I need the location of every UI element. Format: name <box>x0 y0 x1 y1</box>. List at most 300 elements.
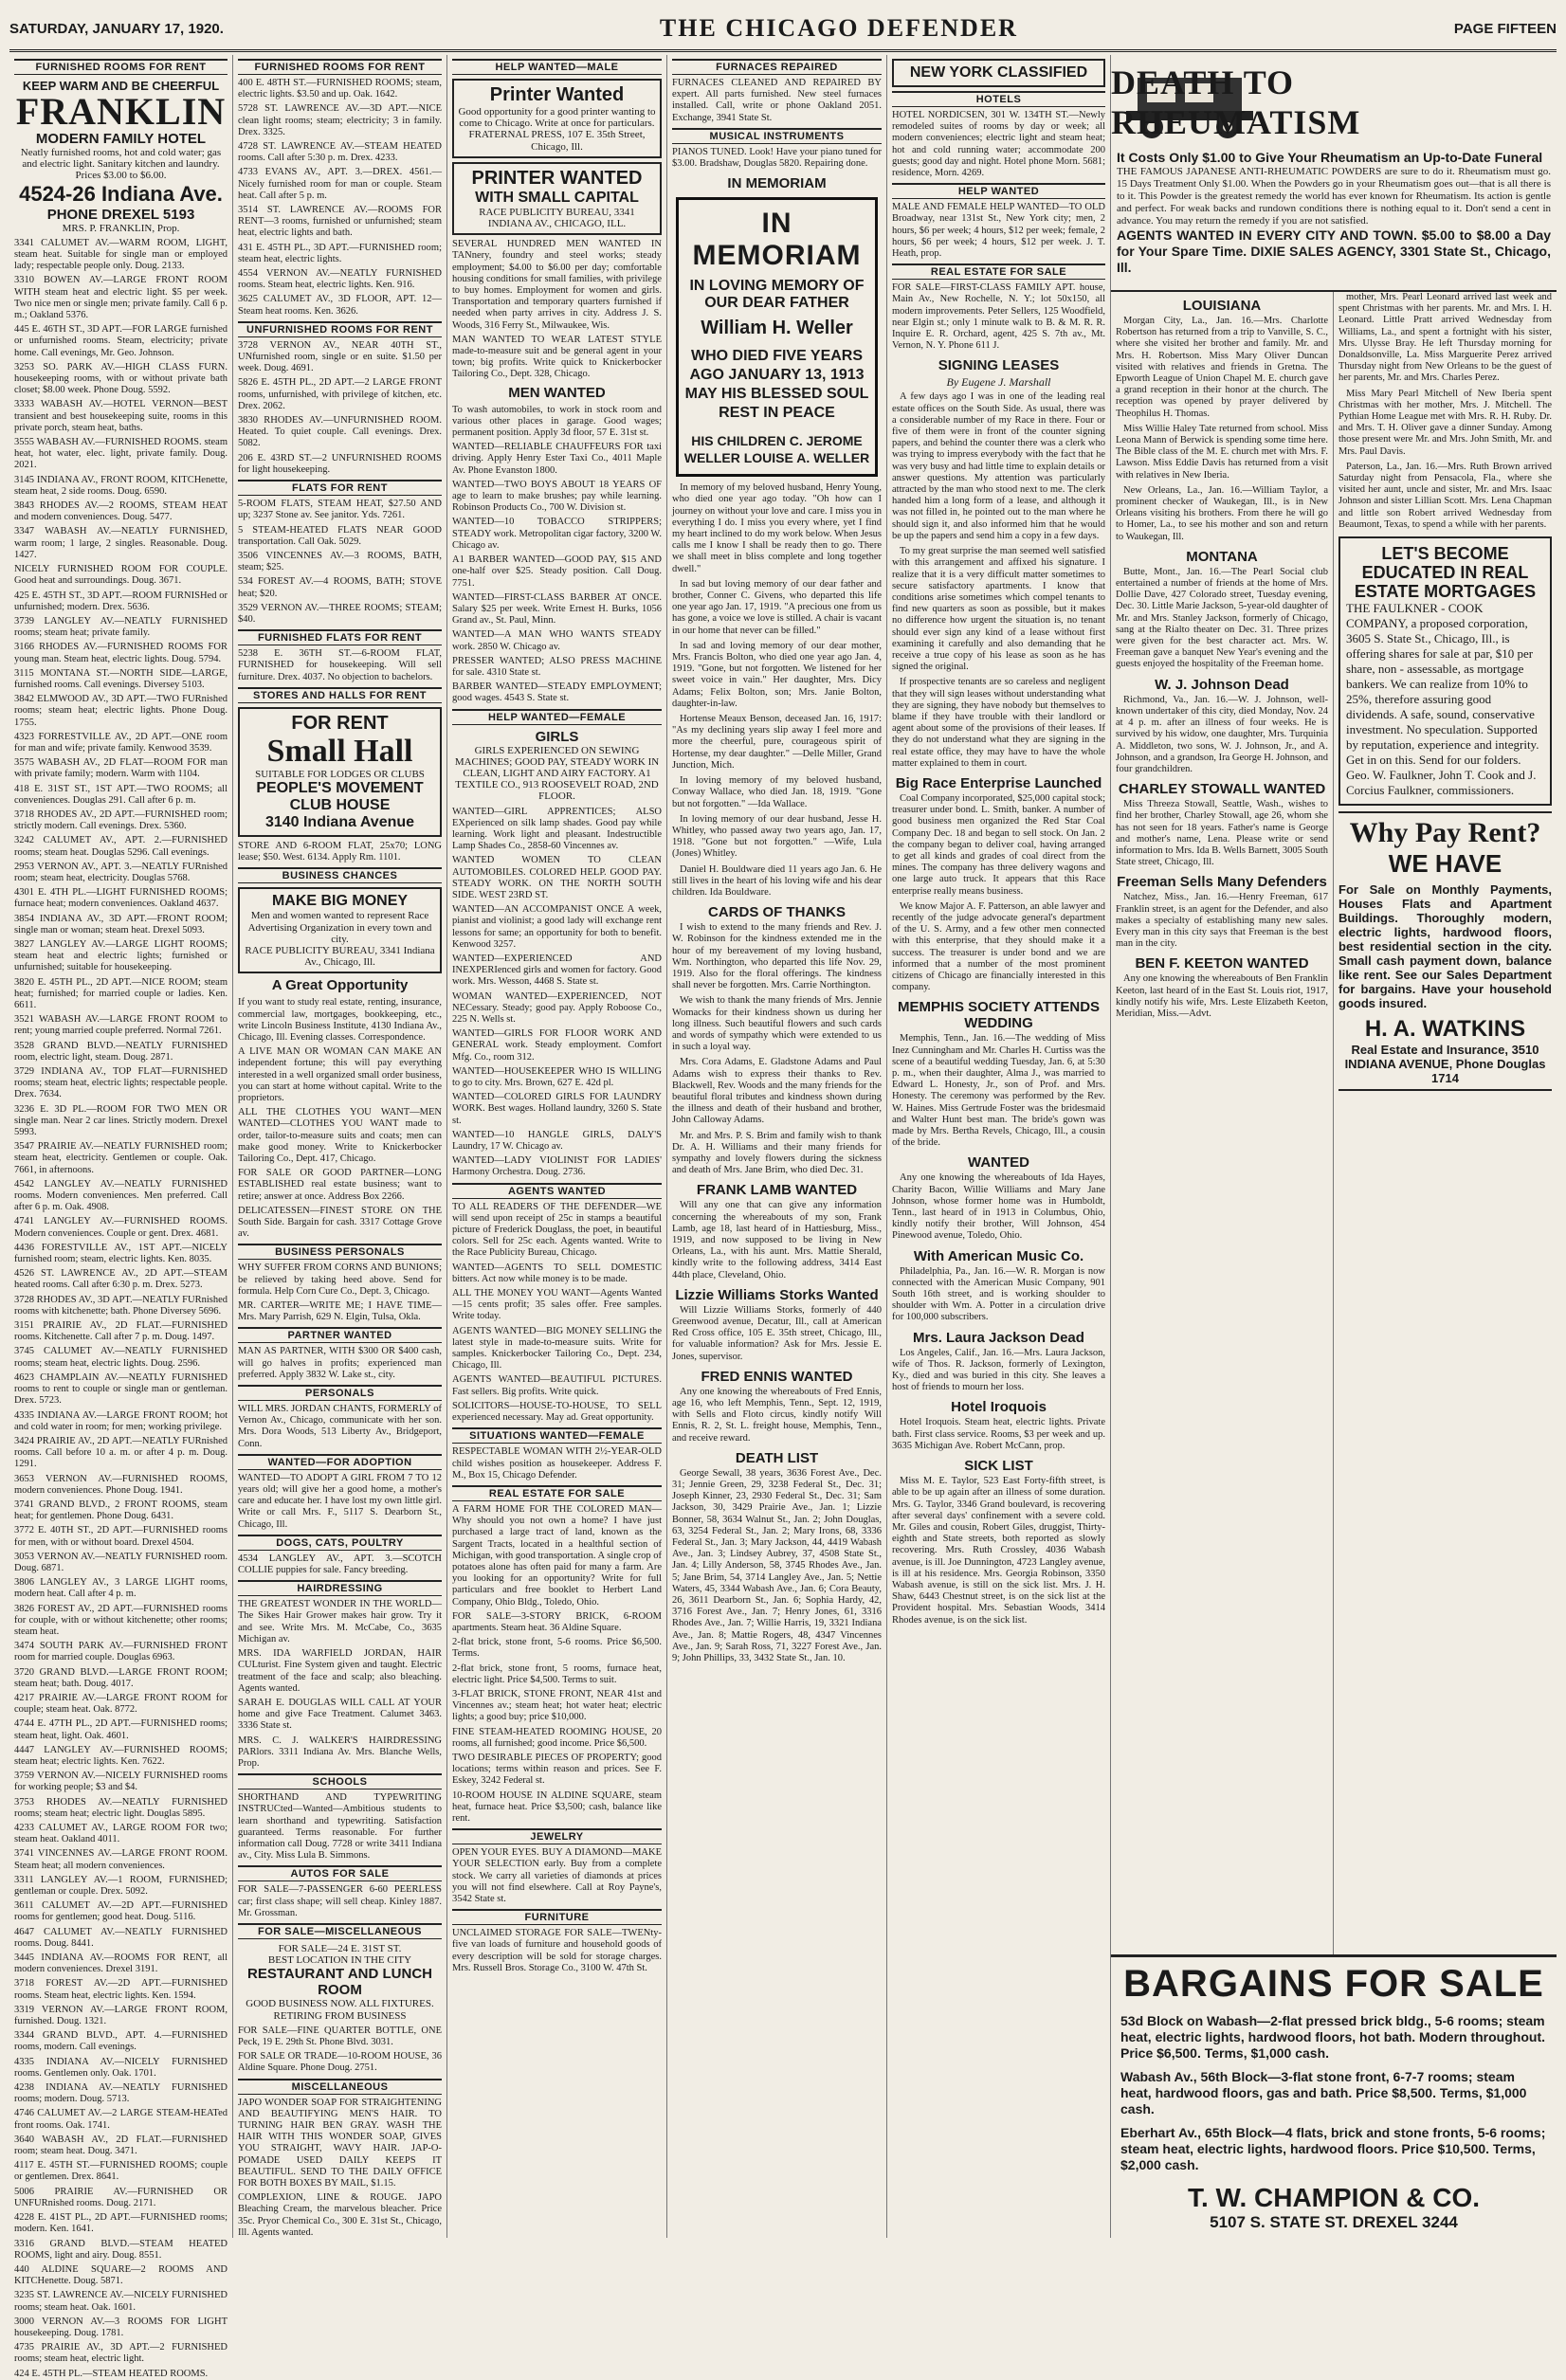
classified-list <box>672 147 882 170</box>
ad-company: H. A. WATKINS <box>1364 1016 1526 1043</box>
story-heading: MEMPHIS SOCIETY ATTENDS WEDDING <box>897 999 1101 1032</box>
ad-body: THE FAULKNER - COOK COMPANY, a proposed corporation, 3605 S. State St., Chicago, Ill., is offering shares for sale at par, $10 per share, non - assessable, as mortgage bankers. We can realize from 10% to 25%, therefore assuring good dividends. A safe, sound, conservative investment. No speculation. Supported by reputation, experience and integrity. Get in on this. Send for our folders. Geo. W. Faulkner, John T. Cook and J. Corcius Faulkner, commissioners. <box>1346 601 1539 798</box>
story-paragraph: In loving memory of our dear husband, Jesse H. Whitley, who passed away two years ago, Jan. 17, 1918. "Gone but not forgotten." —Wife, Lula (Jones) Whitley. <box>672 813 882 860</box>
section-heading: SCHOOLS <box>238 1773 442 1790</box>
classified-ad: FOR SALE—FIRST-CLASS FAMILY APT. house, Main Av., New Rochelle, N. Y.; lot 50x150, all modern improvements. Peter Sellers, 125 Woodfield, near Elgin st.; only 1 minute walk to B. & M. R. R. Inquire E. R. Orchard, agent, 425 S. 7th av., Mt. Vernon, N. Y. Phone 611 J. <box>892 282 1105 352</box>
classified-ad: MRS. C. J. WALKER'S HAIRDRESSING PARlors. 3311 Indiana Av. Mrs. Blanche Wells, Prop. <box>238 1735 442 1769</box>
classified-ad: 4728 ST. LAWRENCE AV.—STEAM HEATED rooms. Call after 5:30 p. m. Drex. 4233. <box>238 141 442 164</box>
classified-ad: 3242 CALUMET AV., APT. 2.—FURNISHED rooms; steam heat. Douglas 5296. Call evenings. <box>14 835 228 858</box>
weller-memorial <box>676 197 878 477</box>
story-paragraph: Richmond, Va., Jan. 16.—W. J. Johnson, well-known undertaker of this city, died Monday, Nov. 24 at 4 p. m. after an illness of four weeks. He is survived by his widow, one daughter, Mrs. Turquinia A. Middleton, two sons, W. J. Johnson, Jr., and A. Johnson, and a grandson, Ira George H. Johnson, and four grandchildren. <box>1116 694 1328 774</box>
section-heading: PARTNER WANTED <box>238 1327 442 1343</box>
ad-address: RACE PUBLICITY BUREAU, 3341 Indiana Av., Chicago, Ill. <box>245 944 435 969</box>
story-heading: CARDS OF THANKS <box>708 904 846 921</box>
section-heading: BUSINESS PERSONALS <box>238 1244 442 1260</box>
classified-ad: 3521 WABASH AV.—LARGE FRONT ROOM to rent; young married couple preferred. Normal 7261. <box>14 1014 228 1037</box>
classified-ad: FOR SALE—FINE QUARTER BOTTLE, ONE Peck, 19 E. 29th St. Phone Blvd. 3031. <box>238 2025 442 2047</box>
classified-ad: WILL MRS. JORDAN CHANTS, FORMERLY of Vernon Av., Chicago, communicate with her son. Mrs. Dora Woods, 513 Liberty Av., Bridgeport, Conn. <box>238 1404 442 1449</box>
classified-list <box>452 405 662 705</box>
ad-headline: PRINTER WANTED <box>471 167 643 189</box>
story-paragraph: If prospective tenants are so careless and negligent that they will sign leases without understanding what they are signing, they have nobody but themselves to blame if they have trouble with their landlord or agent about some of the provisions of their leases. If they do not understand what they are signing in the real estate office, they may have to have the whole matter explained to them in court. <box>892 677 1105 769</box>
ad-proprietor: MRS. P. FRANKLIN, Prop. <box>62 222 180 234</box>
ad-body <box>1117 150 1551 276</box>
classified-ad: 3347 WABASH AV.—NEATLY FURNISHED, warm room; 1 large, 2 singles. Reasonable. Doug. 1427. <box>14 526 228 560</box>
classified-ad: 206 E. 43RD ST.—2 UNFURNISHED ROOMS for light housekeeping. <box>238 452 442 475</box>
story-heading: SICK LIST <box>964 1458 1033 1475</box>
ad-line: FOR SALE—24 E. 31ST ST. <box>278 1942 402 1954</box>
story-paragraph: Paterson, La., Jan. 16.—Mrs. Ruth Brown arrived Saturday night from Pensacola, Fla., where she visited her aunt, uncle and sister, Mr. and Mrs. Isaac Johnson and sister Lillian Scott. Mrs. Lena Chapman and little son Robert arrived Wednesday from Beaumont, Texas, to spend a while with her parents. <box>1338 461 1552 530</box>
story-paragraph: Memphis, Tenn., Jan. 16.—The wedding of Miss Inez Cunningham and Mr. Charles H. Curtiss was the scene of a beautiful wedding Tuesday, Jan. 6, at 5:30 p. m., when their daughter, Alma J., was married to Edward L. Honesty, Jr., son of Prof. and Mrs. Honesty. The ceremony was performed by the Rev. W. Haines. Miss Gertrude Foster was the bridesmaid and Walter Hunt best man. The bride's gown was made by Mrs. Bertha Revels, Chicago, Ill., a cousin of the bride. <box>892 1033 1105 1149</box>
classified-ad: 4228 E. 41ST PL., 2D APT.—FURNISHED rooms; modern. Ken. 1641. <box>14 2212 228 2235</box>
section-heading: PERSONALS <box>238 1385 442 1401</box>
classified-ad: SEVERAL HUNDRED MEN WANTED IN TANnery, foundry and steel works; steady employment; $4.00 to $6.00 per day; comfortable housing conditions for small families, with privilege to buy homes. Employment for women and girls. Transportation and temporary quarters furnished if needed when party arrives in city. Address J. S. Woods, 316 Ferry St., Milwaukee, Wis. <box>452 239 662 331</box>
story-list <box>672 482 882 899</box>
classified-ad: 3319 VERNON AV.—LARGE FRONT ROOM, furnished. Doug. 1321. <box>14 2004 228 2027</box>
classified-ad: 3843 RHODES AV.—2 ROOMS, STEAM HEAT and modern conveniences. Doug. 5477. <box>14 500 228 523</box>
section-heading: HELP WANTED—FEMALE <box>452 709 662 725</box>
girls-ad <box>452 729 662 803</box>
classified-ad: 3739 LANGLEY AV.—NEATLY FURNISHED rooms; steam heat; private family. <box>14 615 228 639</box>
story-list <box>1116 567 1328 671</box>
ny-classified-banner <box>892 59 1105 87</box>
classified-ad: 4323 FORRESTVILLE AV., 2D APT.—ONE room for man and wife; private family. Kenwood 3539. <box>14 731 228 754</box>
classified-ad: 4542 LANGLEY AV.—NEATLY FURNISHED rooms. Modern conveniences. Men preferred. Call after 6 p. m. Oak. 4908. <box>14 1178 228 1213</box>
section-heading: FLATS FOR RENT <box>238 480 442 496</box>
classified-list <box>238 1884 442 1919</box>
ad-text: THE FAMOUS JAPANESE ANTI-RHEUMATIC POWDERS are sure to do it. Rheumatism must go. 15 Days Treatment Only $1.00. When the Powders go in your Rheumatism goes out—that is all there is to it. This Powder is the greatest remedy the world has ever known for Rheumatism. Its action is gentle and perfect. For weak backs and rundown conditions there is nothing equal to it. Don't send a cent in advance. You may return the remedy if you are not satisfied. <box>1117 166 1551 227</box>
story-heading: Lizzie Williams Storks Wanted <box>675 1286 879 1303</box>
classified-list <box>238 997 442 1240</box>
ad-body: For Sale on Monthly Payments, Houses Flats and Apartment Buildings. Thoroughly modern, electric lights, hardwood floors, best residential section in the city. Small cash payment down, balance like rent. See our Sales Department for bargains. Have your household goods insured. <box>1338 882 1552 1011</box>
classified-ad: WANTED—10 TOBACCO STRIPPERS; STEADY work. Metropolitan cigar factory, 3200 W. Chicago av. <box>452 517 662 551</box>
classified-list <box>238 1346 442 1381</box>
classified-ad: STORE AND 6-ROOM FLAT, 25x70; LONG lease; $50. West. 6134. Apply Rm. 1101. <box>238 840 442 863</box>
classified-ad: 3053 VERNON AV.—NEATLY FURNISHED room. Doug. 6871. <box>14 1551 228 1573</box>
memorial-title: IN MEMORIAM <box>692 208 862 272</box>
classified-ad: ALL THE CLOTHES YOU WANT—MEN WANTED—CLOTHES YOU WANT made to order, tailor-to-measure suits and coats; men can make good money. Write to Knickerbocker Tailoring Co., Dept. 417, Chicago. <box>238 1107 442 1164</box>
ad-address: Real Estate and Insurance, 3510 INDIANA AVENUE, Phone Douglas 1714 <box>1344 1043 1546 1086</box>
story-paragraph: A few days ago I was in one of the leading real estate offices on the South Side. As usual, there was a considerable number of my Race in there. Four or five of them were in front of the counter signing papers, and behind the counter there was a clerk who was trying to impress everybody with the fact that he was very busy and had little time to explain details or answer questions. My attention was particularly attracted by the man who stood next to me. The clerk handed him a long form of a lease, and although it was not filled in, he pointed out to the man where he should sign it, and also informed him that he would be up the papers and send him a copy in a few days. <box>892 391 1105 541</box>
story-paragraph: In memory of my beloved husband, Henry Young, who died one year ago today. "Oh how can I journey on without your love and care. I miss you in everything I do. I miss you every where, yet I find my heart inclined to do my work below. When Jesus calls me I know I shall be ready then to go. There we shall meet in bliss complete and long together dwell." <box>672 482 882 574</box>
memoriam-heading: IN MEMORIAM <box>727 175 827 192</box>
classified-ad: AGENTS WANTED—BIG MONEY SELLING the latest style in made-to-measure suits. Write for samples. Knickerbocker Tailoring Co., Dept. 234, Chicago, Ill. <box>452 1325 662 1372</box>
ad-headline: A Great Opportunity <box>271 977 409 994</box>
classified-ad: 2-flat brick, stone front, 5-6 rooms. Price $6,500. Terms. <box>452 1637 662 1660</box>
story-heading: Freeman Sells Many Defenders <box>1117 874 1327 891</box>
story-paragraph: Los Angeles, Calif., Jan. 16.—Mrs. Laura Jackson, wife of Thos. R. Jackson, formerly of Lexington, Ky., died and was buried in this city. She leaves a host of friends to mourn her loss. <box>892 1347 1105 1393</box>
classified-ad: WANTED—10 HANGLE GIRLS, DALY'S Laundry, 17 W. Chicago av. <box>452 1129 662 1153</box>
story-paragraph: To my great surprise the man seemed well satisfied with this arrangement and affixed his signature. I realize that it is a very difficult matter sometimes to secure satisfactory apartments. I know that conditions arise sometimes which compel tenants to find new quarters as soon as possible, but it makes no difference how urgent the situation is, no tenant should ever sign any kind of a lease without first examining it carefully and also demanding that he receive a true copy of his lease as soon as he has signed the original. <box>892 546 1105 673</box>
ad-address: RACE PUBLICITY BUREAU, 3341 INDIANA AV., CHICAGO, ILL. <box>479 206 635 230</box>
classified-ad: MAN AS PARTNER, WITH $300 OR $400 cash, will go halves in profits; experienced man preferred. Apply 3832 W. Lake st., city. <box>238 1346 442 1380</box>
ad-line: GOOD BUSINESS NOW. ALL FIXTURES. RETIRING FROM BUSINESS <box>246 1998 434 2022</box>
classified-ad: 4735 PRAIRIE AV., 3D APT.—2 FURNISHED rooms; steam heat, electric light. <box>14 2342 228 2365</box>
classified-ad: 3424 PRAIRIE AV., 2D APT.—NEATLY FURnished rooms. Call before 10 a. m. or after 4 p. m. Doug. 1291. <box>14 1435 228 1470</box>
classified-ad: 53d Block on Wabash—2-flat pressed brick bldg., 5-6 rooms; steam heat, electric lights, hardwood floors, hot bath. Modern throughout. Price $6,500. Terms, $1,000 cash. <box>1120 2013 1545 2061</box>
ad-line: WITH SMALL CAPITAL <box>475 189 639 206</box>
classified-list <box>452 1202 662 1425</box>
classified-ad: 3728 VERNON AV., NEAR 40TH ST., UNfurnished room, single or en suite. $1.50 per week. Doug. 4691. <box>238 339 442 374</box>
classified-ad: 3151 PRAIRIE AV., 2D FLAT.—FURNISHED rooms. Kitchenette. Call after 7 p. m. Doug. 1497. <box>14 1320 228 1343</box>
ad-body: Good opportunity for a good printer wanting to come to Chicago. Write at once for particulars. <box>458 106 656 130</box>
classified-ad: A LIVE MAN OR WOMAN CAN MAKE AN independent fortune; this will pay everything interested in a well organized small order business, you can start at home without capital. Write to the proprietors. <box>238 1046 442 1103</box>
classified-list <box>238 1473 442 1531</box>
classified-ad: A1 BARBER WANTED—GOOD PAY, $15 AND one-half over $25. Steady position. Call Doug. 7751. <box>452 554 662 589</box>
classified-ad: WANTED—COLORED GIRLS FOR LAUNDRY WORK. Best wages. Holland laundry, 3260 S. State st. <box>452 1092 662 1126</box>
section-heading: WANTED—FOR ADOPTION <box>238 1454 442 1470</box>
classified-ad: 3842 ELMWOOD AV., 3D APT.—TWO FURnished rooms; steam heat; electric lights. Phone Doug. 1755. <box>14 694 228 728</box>
story-heading: W. J. Johnson Dead <box>1155 676 1289 693</box>
classified-list <box>238 2098 442 2239</box>
classified-ad: FOR SALE—7-PASSENGER 6-60 PEERLESS car; first class shape; will sell cheap. Kinley 1887. Mr. Grossman. <box>238 1884 442 1918</box>
news-and-ads-column <box>1334 292 1557 1954</box>
classified-ad: WOMAN WANTED—EXPERIENCED, NOT NECessary. Steady; good pay. Apply Roboose Co., 225 N. Wells st. <box>452 990 662 1025</box>
banner-title: NEW YORK CLASSIFIED <box>909 64 1088 81</box>
classified-ad: 4534 LANGLEY AV., APT. 3.—SCOTCH COLLIE puppies for sale. Fancy breeding. <box>238 1553 442 1576</box>
classified-ad: 3745 CALUMET AV.—NEATLY FURNISHED rooms; steam heat, electric lights. Doug. 2596. <box>14 1346 228 1369</box>
ad-headline: Printer Wanted <box>489 84 625 105</box>
section-heading: JEWELRY <box>452 1828 662 1844</box>
classified-ad: 3718 RHODES AV., 2D APT.—FURNISHED room; strictly modern. Call evenings. Drex. 5360. <box>14 808 228 832</box>
classified-ad: WANTED—A MAN WHO WANTS STEADY work. 2850 W. Chicago av. <box>452 629 662 652</box>
ad-line: SUITABLE FOR LODGES OR CLUBS <box>255 768 425 780</box>
classified-ad: COMPLEXION, LINE & ROUGE. JAPO Bleaching Cream, the marvelous bleacher. Price 35c. Pryor Chemical Co., 300 E. 31st St., Chicago, Ill. Agents wanted. <box>238 2192 442 2238</box>
story-heading: FRED ENNIS WANTED <box>701 1368 853 1385</box>
classified-list <box>238 2026 442 2075</box>
classified-ad: WANTED—AN ACCOMPANIST ONCE A week, pianist and violinist; a good lady will exchange rent lessons for same; an opportunity for both to benefit. Kenwood 3257. <box>452 904 662 950</box>
ad-line: BEST LOCATION IN THE CITY <box>267 1954 412 1967</box>
men-wanted-heading <box>452 385 662 401</box>
section-heading: FURNISHED ROOMS FOR RENT <box>14 59 228 75</box>
story-paragraph: Natchez, Miss., Jan. 16.—Henry Freeman, 617 Franklin street, is an agent for the Defender, and also makes a specialty of establishing many new sales. Every man in this city says that Freeman is the best man in the city. <box>1116 892 1328 950</box>
classified-ad: 2953 VERNON AV., APT. 3.—NEATLY FURnished room; steam heat, electricity. Douglas 5768. <box>14 861 228 883</box>
classified-ad: FOR SALE OR GOOD PARTNER—LONG ESTABLISHED real estate business; want to retire; answer at once. Address Box 2266. <box>238 1168 442 1202</box>
classified-ad: 4647 CALUMET AV.—NEATLY FURNISHED rooms. Doug. 8441. <box>14 1926 228 1949</box>
memorial-signature: HIS CHILDREN C. JEROME WELLER LOUISE A. WELLER <box>683 433 870 466</box>
classified-ad: 3741 VINCENNES AV.—LARGE FRONT ROOM. Steam heat; all modern conveniences. <box>14 1848 228 1871</box>
classified-ad: 5006 PRAIRIE AV.—FURNISHED OR UNFURnished rooms. Doug. 2171. <box>14 2186 228 2208</box>
story-paragraph: Morgan City, La., Jan. 16.—Mrs. Charlotte Robertson has returned from a trip to Vanville, S. C., where she visited her brother and family. Mr. and Mrs. H. Robertson. Miss Mary Oliver Duncan visited with relatives and friends in Gretna. The Epworth League of Union Chapel M. E. church gave a grand reception in their honor at the church. The reception was opened by prayer delivered by Theophilus H. Thomas. <box>1116 316 1328 419</box>
story-heading: MONTANA <box>1186 548 1258 565</box>
faulkner-cook-ad <box>1338 536 1552 806</box>
ad-company: T. W. CHAMPION & CO. <box>1188 2183 1480 2212</box>
classified-ad: 3000 VERNON AV.—3 ROOMS FOR LIGHT housekeeping. Doug. 1781. <box>14 2316 228 2338</box>
classified-list <box>452 1504 662 1825</box>
section-heading: BUSINESS CHANCES <box>238 867 442 883</box>
classified-ad: 3236 E. 3D PL.—ROOM FOR TWO MEN OR single man. Near 2 car lines. Strictly modern. Drexel 5993. <box>14 1103 228 1138</box>
ad-body: Neatly furnished rooms, hot and cold water; gas and electric light. Sanitary kitchen and laundry. Prices $3.00 to $6.00. <box>20 147 222 182</box>
story-heading: CHARLEY STOWALL WANTED <box>1118 781 1326 798</box>
classified-ad: 3625 CALUMET AV., 3D FLOOR, APT. 12—Steam heat rooms. Ken. 3626. <box>238 294 442 317</box>
classified-ad: AGENTS WANTED—BEAUTIFUL PICTURES. Fast sellers. Big profits. Write quick. <box>452 1374 662 1397</box>
story-list <box>672 922 882 1176</box>
section-heading: FURNITURE <box>452 1909 662 1925</box>
classified-ad: WANTED—TWO BOYS ABOUT 18 YEARS OF age to learn to make brushes; pay while learning. Robinson Products Co., 700 W. Division st. <box>452 479 662 514</box>
story-byline: By Eugene J. Marshall <box>946 375 1051 390</box>
ad-headline: FRANKLIN <box>15 90 227 133</box>
classified-ad: 3806 LANGLEY AV., 3 LARGE LIGHT rooms, modern heat. Call after 4 p. m. <box>14 1577 228 1600</box>
classified-ad: 3741 GRAND BLVD., 2 FRONT ROOMS, steam heat; for gentlemen. Phone Doug. 6431. <box>14 1499 228 1522</box>
classified-ad: WANTED—EXPERIENCED AND INEXPERIenced girls and women for factory. Good work. Mrs. Wesson, 4468 S. State st. <box>452 953 662 988</box>
section-heading: FURNISHED ROOMS FOR RENT <box>238 59 442 75</box>
story-paragraph: In sad but loving memory of our dear father and brother, Conner C. Givens, who departed this life one year ago Jan. 17, 1919. "A precious one from us has gone, a voice we love is stilled. A chair is vacant in our home that never can be filled." <box>672 578 882 636</box>
page-columns <box>9 55 1557 2379</box>
classified-ad: 4238 INDIANA AV.—NEATLY FURNISHED rooms; modern. Doug. 5713. <box>14 2082 228 2105</box>
masthead <box>9 8 1557 52</box>
classified-ad: PRESSER WANTED; ALSO PRESS MACHINE for sale. 4310 State st. <box>452 655 662 678</box>
state-news-column <box>1111 292 1334 1954</box>
classified-ad: 4554 VERNON AV.—NEATLY FURNISHED rooms. Steam heat, electric lights. Ken. 916. <box>238 268 442 291</box>
column-memorials <box>667 55 887 2238</box>
section-heading: HAIRDRESSING <box>238 1580 442 1596</box>
classified-ad: FINE STEAM-HEATED ROOMING HOUSE, 20 rooms, all furnished; good income. Price $6,500. <box>452 1726 662 1749</box>
classified-ad: 3-FLAT BRICK, STONE FRONT, NEAR 41st and Vincennes av.; steam heat; hot water heat; electric lights; a good buy; price $10,000. <box>452 1688 662 1723</box>
classified-ad: 3514 ST. LAWRENCE AV.—ROOMS FOR RENT—3 rooms, furnished or unfurnished; steam heat, electric lights and bath. <box>238 205 442 239</box>
classified-ad: 3529 VERNON AV.—THREE ROOMS; STEAM; $40. <box>238 602 442 625</box>
column-new-york-and-news <box>887 55 1111 2238</box>
section-heading: REAL ESTATE FOR SALE <box>452 1485 662 1501</box>
classified-ad: 3772 E. 40TH ST., 2D APT.—FURNISHED rooms for men, with or without board. Drexel 4504. <box>14 1525 228 1548</box>
classified-ad: A FARM HOME FOR THE COLORED MAN—Why should you not own a home? I have just purchased a large tract of land, known as the Sargent Tracts, located in a healthful section of Michigan, with good transportation. A single crop of potatoes alone has often paid for many a farm. Are you looking for an opportunity? Write for full particulars and free booklet to Herbert Land Company, Ohio Bldg., Toledo, Ohio. <box>452 1503 662 1608</box>
classified-ad: 3728 RHODES AV., 3D APT.—NEATLY FURnished rooms with kitchenette; bath. Phone Diversey 5696. <box>14 1294 228 1317</box>
classified-ad: 2-flat brick, stone front, 5 rooms, furnace heat, electric light. Price $4,500. Terms to suit. <box>452 1662 662 1685</box>
classified-ad: 4233 CALUMET AV., LARGE ROOM FOR two; steam heat. Oakland 4011. <box>14 1823 228 1845</box>
ad-phone: PHONE DREXEL 5193 <box>46 206 195 223</box>
classified-ad: OPEN YOUR EYES. BUY A DIAMOND—MAKE YOUR SELECTION early. Buy from a complete stock. We carry all varieties of diamonds at prices you will not find elsewhere. Call at Roy Payne's, 3542 State st. <box>452 1847 662 1904</box>
story-heading: WANTED <box>968 1154 1029 1172</box>
classified-ad: SOLICITORS—HOUSE-TO-HOUSE, TO SELL experienced necessary. May ad. Great opportunity. <box>452 1400 662 1424</box>
classified-ad: WANTED—LADY VIOLINIST FOR LADIES' Harmony Orchestra. Doug. 2736. <box>452 1155 662 1178</box>
classified-list <box>892 282 1105 352</box>
classified-ad: WANTED—HOUSEKEEPER WHO IS WILLING to go to city. Mrs. Brown, 627 E. 42d pl. <box>452 1065 662 1089</box>
classified-ad: PIANOS TUNED. Look! Have your piano tuned for $3.00. Bradshaw, Douglas 5820. Repairing done. <box>672 146 882 170</box>
classified-ad: UNCLAIMED STORAGE FOR SALE—TWENty-five van loads of furniture and household goods of every description will be sold for storage charges. Mrs. Russell Bros. Storage Co., 3100 W. 47th St. <box>452 1928 662 1973</box>
classified-ad: 400 E. 48TH ST.—FURNISHED ROOMS; steam, electric lights. $3.50 and up. Oak. 1642. <box>238 78 442 100</box>
classified-list <box>892 110 1105 179</box>
classified-ad: 3653 VERNON AV.—FURNISHED ROOMS, modern conveniences. Phone Doug. 1941. <box>14 1473 228 1496</box>
classified-ad: 424 E. 45TH PL.—STEAM HEATED ROOMS. <box>14 2368 209 2379</box>
classified-ad: 3827 LANGLEY AV.—LARGE LIGHT ROOMS; steam heat and electric lights; furnished or unfurnished; suitable for housekeeping. <box>14 938 228 973</box>
classified-ad: 3555 WABASH AV.—FURNISHED ROOMS. steam heat, hot water, elec. light, private family. Doug. 2021. <box>14 437 228 471</box>
restaurant-ad <box>238 1943 442 2022</box>
opportunity-heading <box>238 977 442 993</box>
ad-subheadline: MODERN FAMILY HOTEL <box>35 131 207 147</box>
story-paragraph: Miss Willie Haley Tate returned from school. Miss Leona Mann of Berwick is spending some time here. The Bible class of the M. E. church met with Mrs. F. Lawson. Miss Eddie Davis has returned from a visit with relatives in New Iberia. <box>1116 423 1328 481</box>
ad-line: KEEP WARM AND BE CHEERFUL <box>22 79 220 93</box>
classified-ad: 5728 ST. LAWRENCE AV.—3D APT.—NICE clean light rooms; steam; electricity; 3 in family. Drex. 3325. <box>238 103 442 137</box>
story-paragraph: Butte, Mont., Jan. 16.—The Pearl Social club entertained a number of friends at the home of Mrs. Dollie Dave, 427 Colorado street, Tuesday evening, Dec. 30. Little Marie Jackson, 5-year-old daughter of Mr. and Mrs. Stanley Jackson, formerly of Chicago, sang at the Rialto theater on Dec. 31. Three prizes were given for the best character act. Mrs. W. Freeman gave a banquet New Year's evening and the guests enjoyed the hospitality of the Freeman home. <box>1116 566 1328 670</box>
classified-ad: WANTED—GIRLS FOR FLOOR WORK AND GENERAL work. Steady employment. Comfort Mfg. Co., room 312. <box>452 1028 662 1063</box>
ad-address: 4524-26 Indiana Ave. <box>19 181 223 206</box>
classified-ad: 3830 RHODES AV.—UNFURNISHED ROOM. Heated. To quiet couple. Call evenings. Drex. 5082. <box>238 415 442 449</box>
classified-ad: 4217 PRAIRIE AV.—LARGE FRONT ROOM for couple; steam heat. Oak. 8772. <box>14 1692 228 1716</box>
section-heading: STORES AND HALLS FOR RENT <box>238 687 442 703</box>
classified-ad: WANTED—AGENTS TO SELL DOMESTIC bitters. Act now while money is to be made. <box>452 1262 662 1284</box>
classified-ad: 3547 PRAIRIE AV.—NEATLY FURNISHED room; steam heat, electricity. Gentlemen or couple. Oak. 7661, in afternoons. <box>14 1141 228 1175</box>
classified-list <box>452 1847 662 1905</box>
classified-ad: WANTED WOMEN TO CLEAN AUTOMOBILES. COLORED HELP. GOOD PAY. STEADY WORK. ON THE NORTH SOUTH SIDE. WEST 23RD ST. <box>452 855 662 900</box>
classified-ad: 5 STEAM-HEATED FLATS NEAR GOOD transportation. Call Oak. 5029. <box>238 524 442 547</box>
classified-ad: 3235 ST. LAWRENCE AV.—NICELY FURNISHED rooms; steam heat. Oak. 1601. <box>14 2290 228 2313</box>
classified-ad: MR. CARTER—WRITE ME; I HAVE TIME—Mrs. Mary Parrish, 629 N. Elgin, Tulsa, Okla. <box>238 1300 442 1323</box>
ad-body: Men and women wanted to represent Race Advertising Organization in every town and city. <box>247 910 432 945</box>
classified-ad: 3718 FOREST AV.—2D APT.—FURNISHED rooms. Steam heat, electric lights. Ken. 1594. <box>14 1978 228 2001</box>
ad-address: FRATERNAL PRESS, 107 E. 35th Street, Chicago, Ill. <box>468 129 646 153</box>
classified-ad: 3341 CALUMET AV.—WARM ROOM, LIGHT, steam heat. Suitable for single man or employed lady; respectable people only. Doug. 2133. <box>14 237 228 272</box>
story-paragraph: Will any one that can give any information concerning the whereabouts of my son, Frank Lamb, age 18, last heard of in Hattiesburg, Miss., 1919, and now supposed to be living in New Orleans, La., with his aunt. Mrs. Mattie Sherald, kindly write to the following address, 3414 East 44th place, Cleveland, Ohio. <box>672 1200 882 1281</box>
printer-wanted-ad <box>452 79 662 158</box>
ad-body: GIRLS EXPERIENCED ON SEWING MACHINES; GOOD PAY, STEADY WORK IN CLEAN, LIGHT AND AIRY FACTORY. A1 TEXTILE CO., 913 ROOSEVELT ROAD, 2ND FLOOR. <box>454 744 660 803</box>
story-paragraph: Any one knowing the whereabouts of Fred Ennis, age 16, who left Memphis, Tenn., Sept. 12, 1919, with Sells and Floto circus, kindly notify Will Ennis, R. 2, St. L. freight house, Memphis, Tenn., and receive reward. <box>672 1386 882 1444</box>
classified-ad: 425 E. 45TH ST., 3D APT.—ROOM FURNISHed or unfurnished; modern. Drex. 5636. <box>14 590 228 612</box>
classified-list <box>452 239 662 380</box>
ad-footer: AGENTS WANTED IN EVERY CITY AND TOWN. $5.00 to $8.00 a Day for Your Spare Time. DIXIE SALES AGENCY, 3301 State St., Chicago, Ill. <box>1117 227 1551 275</box>
story-paragraph: In sad and loving memory of our dear mother, Mrs. Francis Bolton, who died one year ago Jan. 4, 1919. "Gone, but not forgotten. We listened for her sweet voice in vain." Her daughter, Mrs. Dicy Adams; Felix Bolton, son; Mrs. Janie Bolton, daughter-in-law. <box>672 640 882 709</box>
classified-ad: WANTED—TO ADOPT A GIRL FROM 7 TO 12 years old; will give her a good home, a mother's care and educate her. I have lost my own little girl. Write or call Mrs. F., 5117 S. Dearborn St., Chicago, Ill. <box>238 1472 442 1530</box>
printer-wanted-capital-ad <box>452 162 662 235</box>
classified-ad: 4746 CALUMET AV.—2 LARGE STEAM-HEATed front rooms. Oak. 1741. <box>14 2108 228 2131</box>
classified-ad: FURNACES CLEANED AND REPAIRED BY expert. All parts furnished. New steel furnaces installed. Call, write or phone Oakland 2051. Exchange, 3941 State St. <box>672 78 882 123</box>
classified-ad: 4623 CHAMPLAIN AV.—NEATLY FURNISHED rooms to rent to couple or single man or gentleman. Drex. 5723. <box>14 1372 228 1407</box>
section-heading: FURNACES REPAIRED <box>672 59 882 75</box>
story-paragraph: Miss Threeza Stowall, Seattle, Wash., wishes to find her brother, Charley Stowall, age 26, whom she has not seen for 18 years. Father's name is George and mother's name, Lena. Please write or send information to Mrs. Ida B. Wells Barnett, 3005 South State street, Chicago, Ill. <box>1116 799 1328 868</box>
classified-ad: 3528 GRAND BLVD.—NEATLY FURNISHED room, electric light, steam. Doug. 2871. <box>14 1040 228 1063</box>
why-pay-rent-ad <box>1338 811 1552 1091</box>
section-heading: MUSICAL INSTRUMENTS <box>672 128 882 144</box>
classified-ad: WANTED—FIRST-CLASS BARBER AT ONCE. Salary $25 per week. Write Ernest H. Burks, 1056 Grand av., St. Paul, Minn. <box>452 591 662 627</box>
classified-ad: 418 E. 31ST ST., 1ST APT.—TWO ROOMS; all conveniences. Douglas 291. Call after 6 p. m. <box>14 783 228 806</box>
classified-list <box>452 1446 662 1481</box>
story-list <box>1116 316 1328 543</box>
classified-ad: 3753 RHODES AV.—NEATLY FURNISHED rooms; steam heat; electric light. Douglas 5895. <box>14 1796 228 1819</box>
story-paragraph: Philadelphia, Pa., Jan. 16.—W. R. Morgan is now connected with the American Music Company, 901 South 16th street, and is working shoulder to shoulder with Wm. A. Potter in a circulation drive for 100,000 subscribers. <box>892 1265 1105 1323</box>
section-heading: SITUATIONS WANTED—FEMALE <box>452 1427 662 1444</box>
story-heading: BEN F. KEETON WANTED <box>1135 955 1309 972</box>
section-heading: HOTELS <box>892 91 1105 107</box>
classified-ad: 3474 SOUTH PARK AV.—FURNISHED FRONT room for married couple. Douglas 6963. <box>14 1641 228 1663</box>
section-heading: UNFURNISHED ROOMS FOR RENT <box>238 321 442 337</box>
classified-list <box>238 340 442 476</box>
ad-lead: It Costs Only $1.00 to Give Your Rheumatism an Up-to-Date Funeral <box>1117 150 1543 165</box>
classified-ad: 3820 E. 45TH PL., 2D APT.—NICE ROOM; steam heat; furnished; for married couple or ladies. Ken. 6611. <box>14 976 228 1010</box>
column-help-wanted <box>447 55 667 2238</box>
classified-ad: 3640 WABASH AV., 2D FLAT.—FURNISHED room; steam heat. Doug. 3471. <box>14 2134 228 2157</box>
story-list <box>892 391 1105 770</box>
ad-line: PEOPLE'S MOVEMENT CLUB HOUSE <box>256 779 424 813</box>
classified-ad: TO ALL READERS OF THE DEFENDER—WE will send upon receipt of 25c in stamps a beautiful picture of Frederick Douglass, the poet, in beautiful colors. Sell for 25c each. Agents wanted. Write to the Race Publicity Bureau, Chicago. <box>452 1201 662 1259</box>
story-paragraph: Mrs. Cora Adams, E. Gladstone Adams and Paul Adams wish to express their thanks to Rev. Blackwell, Rev. Woods and the many friends for the beautiful floral tributes and kindness shown during the illness and death of their husband and brother, John Calloway Adams. <box>672 1057 882 1126</box>
classified-ad: 3729 INDIANA AV., TOP FLAT—FURNISHED rooms; steam heat, electric lights; respectable people. Drex. 7634. <box>14 1066 228 1100</box>
ad-headline: Small Hall <box>266 733 413 769</box>
column-rooms-business <box>233 55 447 2238</box>
classified-ad: 4436 FORESTVILLE AV., 1ST APT.—NICELY furnished room; steam, electric lights. Ken. 8035. <box>14 1242 228 1265</box>
classified-ad: 4301 E. 4TH PL.—LIGHT FURNISHED ROOMS; furnace heat; modern conveniences. Oakland 4637. <box>14 887 228 910</box>
ad-headline: GIRLS <box>535 728 579 745</box>
classified-ad: 3575 WABASH AV., 2D FLAT—ROOM FOR man with private family; modern. Warm with 1104. <box>14 757 228 780</box>
classified-ad: 3759 VERNON AV.—NICELY FURNISHED rooms for working people; $3 and $4. <box>14 1771 228 1793</box>
classified-ad: NICELY FURNISHED ROOM FOR COUPLE. Good heat and surroundings. Doug. 3671. <box>14 564 228 587</box>
ad-subheadline: WE HAVE <box>1388 849 1502 879</box>
classified-ad: JAPO WONDER SOAP FOR STRAIGHTENING AND BEAUTIFYING MEN'S HAIR. TO TURNING HAIR BEN GRAY. WASH THE HAIR WITH THIS WONDER SOAP, GIVES YOU STRAIGHT, WAVY HAIR. JAP-O-POMADE USED DAILY KEEPS IT BEAUTIFUL. SEND TO THE DAILY OFFICE FOR BOTH BOXES BY MAIL, $1.15. <box>238 2097 442 2189</box>
classified-ad: Wabash Av., 56th Block—3-flat stone front, 6-7-7 rooms; steam heat, hardwood floors, gas and bath. Price $8,500. Terms, $1,000 cash. <box>1120 2069 1527 2117</box>
death-list: George Sewall, 38 years, 3636 Forest Ave., Dec. 31; Jennie Green, 29, 3238 Federal St., Dec. 31; Joseph Kinner, 23, 2930 Federal St., Dec. 31; Sam Jackson, 30, 3429 Prairie Ave., Jan. 1; Lizzie Bonner, 58, 3634 Walnut St., Jan. 2; John Douglas, 63, 3254 Federal St., Jan. 2; Mary Irons, 68, 3336 Federal St., Jan. 3; Mary Jackson, 44, 4419 Wabash Ave., Jan. 3; Lindsey Aubrey, 37, 4508 State St., Jan. 4; Lilly Anderson, 58, 3745 Rhodes Ave., Jan. 5; Jane Brim, 54, 3714 Langley Ave., Jan. 5; Nettie Waters, 45, 3344 Wabash Ave., Jan. 6; Cora Beauty, 26, 3611 Dearborn St., Jan. 6; Sophia Hardy, 42, 3716 Forest Ave., Jan. 7; Henry Jones, 61, 3316 Rhodes Ave., Jan. 7; Willie Harris, 19, 3321 Indiana Ave., Jan. 8; Mattie Rogers, 48, 4347 Vincennes Ave., Jan. 9; Sarah Ross, 71, 3227 Forest Ave., Jan. 9; John Phillips, 33, 3432 State St., Jan. 10. <box>672 1467 882 1664</box>
memorial-line: IN LOVING MEMORY OF OUR DEAR FATHER <box>689 278 865 312</box>
memorial-name: William H. Weller <box>701 318 853 339</box>
classified-ad: 3311 LANGLEY AV.—1 ROOM, FURNISHED; gentleman or couple. Drex. 5092. <box>14 1874 228 1898</box>
story-paragraph: Hotel Iroquois. Steam heat, electric lights. Private bath. First class service. Rooms, $3 per week and up. 3635 Michigan Ave. Robert McCann, prop. <box>892 1417 1105 1451</box>
story-paragraph: We wish to thank the many friends of Mrs. Jennie Womacks for their kindness shown us during her long illness. Such beautiful flowers and such cards and words of sympathy which were extended to us in such a loyal way. <box>672 995 882 1053</box>
story-heading: LOUISIANA <box>1182 298 1262 314</box>
story-paragraph: New Orleans, La., Jan. 16.—William Taylor, a prominent checker of Waukegan, Ill., is in New Orleans visiting his brothers. From there he will go to Homer, La., to see his mother and son and return to Waukegan, Ill. <box>1116 484 1328 542</box>
story-paragraph: Will Lizzie Williams Storks, formerly of 440 Greenwood avenue, Decatur, Ill., call at American Red Cross office, 105 E. 35th street, Chicago, Ill., for valuable information? Ask for Mrs. Jessie E. Jones, supervisor. <box>672 1304 882 1362</box>
section-heading: DOGS, CATS, POULTRY <box>238 1535 442 1551</box>
classified-ad: WANTED—RELIABLE CHAUFFEURS FOR taxi driving. Apply Henry Ester Taxi Co., 4011 Maple Av. Phone Evanston 1800. <box>452 442 662 476</box>
story-heading: Mrs. Laura Jackson Dead <box>913 1329 1084 1346</box>
classified-ad: MRS. IDA WARFIELD JORDAN, HAIR CULturist. Fine System given and taught. Electric treatment of the face and scalp; also bleaching. Agents wanted. <box>238 1648 442 1694</box>
classified-ad: RESPECTABLE WOMAN WITH 2½-YEAR-OLD child wishes position as housekeeper. Address F. M., Box 15, Chicago Defender. <box>452 1446 662 1481</box>
classified-ad: 3145 INDIANA AV., FRONT ROOM, KITCHenette, steam heat, 2 side rooms. Doug. 6590. <box>14 474 228 497</box>
classified-ad: 3316 GRAND BLVD.—STEAM HEATED ROOMS, light and airy. Doug. 8551. <box>14 2238 228 2261</box>
story-paragraph: We know Major A. F. Patterson, an able lawyer and recently of the judge advocate general's department of the U. S. Army, and a few other men connected with this enterprise, that they should make it a success. The treasurer is under bond and we are informed that a number of the most prominent citizens of Chicago are financially interested in this company. <box>892 900 1105 993</box>
small-hall-ad <box>238 707 442 837</box>
classified-ad: 4526 ST. LAWRENCE AV., 2D APT.—STEAM heated rooms. Call after 6:30 p. m. Drex. 5273. <box>14 1268 228 1291</box>
bargains-ad <box>1111 1954 1557 2238</box>
classified-ad: FOR SALE OR TRADE—10-ROOM HOUSE, 36 Aldine Square. Phone Doug. 2751. <box>238 2051 442 2074</box>
classified-list <box>238 499 442 626</box>
memorial-line: WHO DIED FIVE YEARS AGO JANUARY 13, 1913 MAY HIS BLESSED SOUL REST IN PEACE <box>684 348 869 422</box>
classified-ad: TWO DESIRABLE PIECES OF PROPERTY; good locations; terms within reason and prices. See F. Eskey, 3242 Federal st. <box>452 1752 662 1787</box>
classified-list <box>238 78 442 318</box>
story-paragraph: Hortense Meaux Benson, deceased Jan. 16, 1917: "As my declining years slip away I feel more and more the cheerful, pure, courageous spirit of Hortense, my dear daughter." —Delle Miller, Grand Junction, Mich. <box>672 714 882 771</box>
classified-list <box>238 1404 442 1450</box>
story-paragraph: Mr. and Mrs. P. S. Brim and family wish to thank Dr. A. H. Williams and their many friends for sympathy and lovely flowers during the sickness and death of Mrs. Jane Brim, who died Dec. 31. <box>672 1130 882 1176</box>
classified-ad: 3854 INDIANA AV., 3D APT.—FRONT ROOM; single man or woman; steam heat. Drexel 5093. <box>14 913 228 936</box>
classified-ad: DELICATESSEN—FINEST STORE ON THE South Side. Bargain for cash. 3317 Cottage Grove av. <box>238 1205 442 1240</box>
classified-ad: 5238 E. 36TH ST.—6-ROOM FLAT, FURNISHED for housekeeping. Will sell furniture. Drex. 4037. No objection to bachelors. <box>238 648 442 682</box>
classified-ad: 4741 LANGLEY AV.—FURNISHED ROOMS. Modern conveniences. Couple or gent. Drex. 4681. <box>14 1216 228 1239</box>
ad-headline: MAKE BIG MONEY <box>271 893 409 910</box>
column-six-split <box>1111 292 1557 1954</box>
ad-address: 3140 Indiana Avenue <box>264 813 415 830</box>
section-heading: HELP WANTED <box>892 183 1105 199</box>
classified-ad: 10-ROOM HOUSE IN ALDINE SQUARE, steam heat, furnace heat. Price $3,500; cash, balance like rent. <box>452 1790 662 1824</box>
story-paragraph: Coal Company incorporated, $25,000 capital stock; treasurer under bond. L. Smith, banker. A number of good business men organized the Red Star Coal Company Dec. 18 and began to sell stock. On Jan. 2 the company began to deliver coal, having arranged to get all kinds and grades of coal direct from the mines. The company has three delivery wagons and one large auto truck. It appears that this Race enterprise really means business. <box>892 792 1105 897</box>
classified-ad: To wash automobiles, to work in stock room and various other places in garage. Good wages; permanent position. Apply 3d floor, 57 E. 31st st. <box>452 404 662 439</box>
classified-ad: 440 ALDINE SQUARE—2 ROOMS AND KITCHenette. Doug. 5871. <box>14 2263 228 2287</box>
ad-headline: Why Pay Rent? <box>1349 817 1541 849</box>
classified-list <box>238 648 442 683</box>
story-paragraph: Any one knowing the whereabouts of Ida Hayes, Charity Bacon, Willie Williams and Mary Jane Johnson, whose former home was in Humboldt, Tenn., last heard of in 1913 in Columbus, Ohio, kindly notify their brother, Will Johnson, 454 Pinewood avenue, Toledo, Ohio. <box>892 1172 1105 1242</box>
story-paragraph: In loving memory of my beloved husband, Conway Wallace, who died Jan. 18, 1919. "Gone but not forgotten." —Ida Wallace. <box>672 775 882 809</box>
classified-ad: THE GREATEST WONDER IN THE WORLD—The Sikes Hair Grower makes hair grow. Try it and see. Write Mrs. M. McCabe, Co., 3635 Michigan av. <box>238 1599 442 1644</box>
story-heading: Hotel Iroquois <box>951 1399 1047 1416</box>
classified-ad: 5826 E. 45TH PL., 2D APT.—2 LARGE FRONT rooms, unfurnished, with privilege of kitchen, etc. Drex. 2062. <box>238 377 442 411</box>
classified-list <box>14 238 228 2380</box>
bargain-list <box>1120 2013 1547 2173</box>
classified-ad: 3333 WABASH AV.—HOTEL VERNON—BEST transient and best housekeeping suite, rooms in this private porch, steam heat, baths. <box>14 399 228 433</box>
classified-ad: WANTED—GIRL APPRENTICES; ALSO EXperienced on silk lamp shades. Good pay while learning. Work light and pleasant. Indestructible Lamp Shades Co., 2858-60 Vincennes av. <box>452 806 662 852</box>
classified-ad: 4335 INDIANA AV.—LARGE FRONT ROOM; hot and cold water in room; for men; working privilege. <box>14 1409 228 1432</box>
classified-ad: 3611 CALUMET AV.—2D APT.—FURNISHED rooms for gentlemen; good heat. Doug. 5116. <box>14 1900 228 1923</box>
story-paragraph: Any one knowing the whereabouts of Ben Franklin Keeton, last heard of in the East St. Louis riot, 1917, kindly notify his wife, Mrs. Leste Elizabeth Keeton, Meridian, Miss.—Advt. <box>1116 973 1328 1019</box>
story-heading: SIGNING LEASES <box>938 357 1060 374</box>
classified-ad: 3445 INDIANA AV.—ROOMS FOR RENT, all modern conveniences. Drexel 3191. <box>14 1953 228 1975</box>
classified-list <box>452 1928 662 1974</box>
column-furnished-rooms <box>9 55 233 2379</box>
classified-ad: Eberhart Av., 65th Block—4 flats, brick and stone fronts, 5-6 rooms; steam heat, electric lights, hardwood floors. Price $10,500. Terms, $2,000 cash. <box>1120 2125 1546 2172</box>
section-heading: AUTOS FOR SALE <box>238 1865 442 1881</box>
classified-ad: FOR SALE—3-STORY BRICK, 6-ROOM apartments. Steam heat. 36 Aldine Square. <box>452 1610 662 1633</box>
